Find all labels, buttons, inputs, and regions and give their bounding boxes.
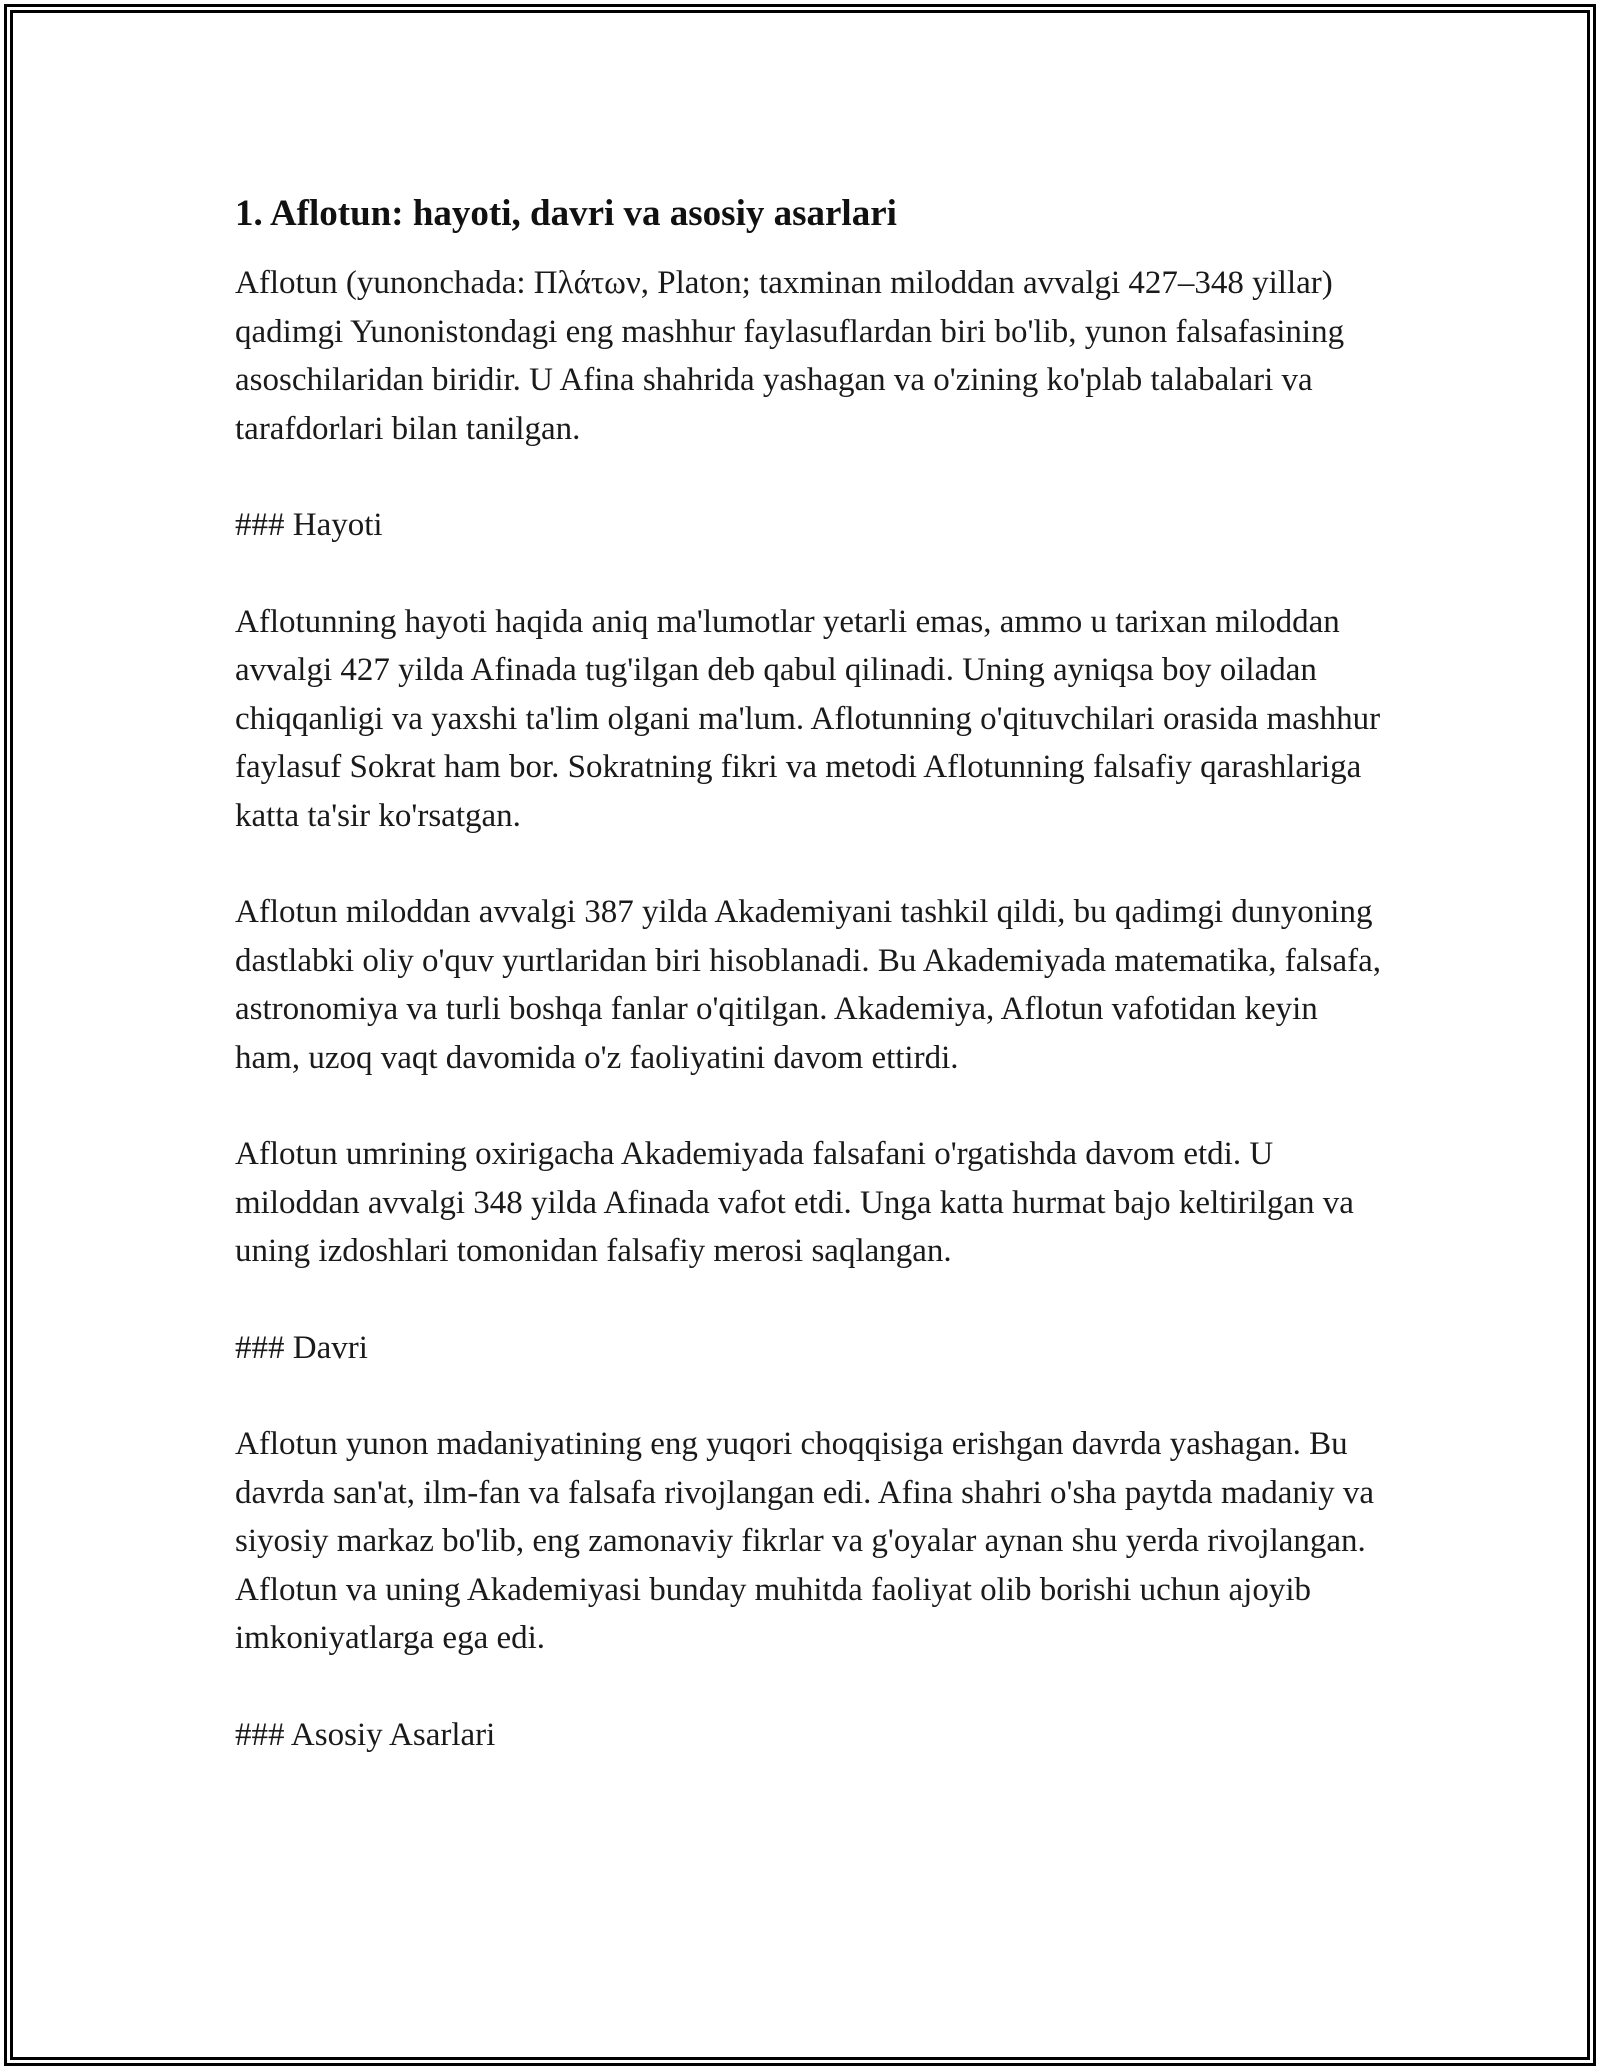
davri-paragraph: Aflotun yunon madaniyatining eng yuqori choqqisiga erishgan davrda yashagan. Bu davrda san'at, ilm-fan va falsafa rivojlangan edi. Afina shahri o'sha paytda madaniy va siyosiy markaz bo'lib, eng zamonaviy fikrlar va g'oyalar aynan shu yerda rivojlangan. Aflotun va uning Akademiyasi bunday muhitda faoliyat olib borishi uchun ajoyib imkoniyatlarga ega edi. (235, 1426, 1374, 1656)
hayoti-paragraph-1: Aflotunning hayoti haqida aniq ma'lumotlar yetarli emas, ammo u tarixan miloddan avvalgi 427 yilda Afinada tug'ilgan deb qabul qilinadi. Uning ayniqsa boy oiladan chiqqanligi va yaxshi ta'lim olgani ma'lum. Aflotunning o'qituvchilari orasida mashhur faylasuf Sokrat ham bor. Sokratning fikri va metodi Aflotunning falsafiy qarashlariga katta ta'sir ko'rsatgan. (235, 603, 1381, 834)
document-body (235, 185, 1385, 1807)
hayoti-paragraph-2: Aflotun miloddan avvalgi 387 yilda Akademiyani tashkil qildi, bu qadimgi dunyoning dastlabki oliy o'quv yurtlaridan biri hisoblanadi. Bu Akademiyada matematika, falsafa, astronomiya va turli boshqa fanlar o'qitilgan. Akademiya, Aflotun vafotidan keyin ham, uzoq vaqt davomida o'z faoliyatini davom ettirdi. (235, 894, 1381, 1076)
section-heading-davri: ### Davri (235, 1329, 368, 1366)
hayoti-paragraph-3: Aflotun umrining oxirigacha Akademiyada falsafani o'rgatishda davom etdi. U miloddan avvalgi 348 yilda Afinada vafot etdi. Unga katta hurmat bajo keltirilgan va uning izdoshlari tomonidan falsafiy merosi saqlangan. (235, 1136, 1354, 1269)
section-heading-hayoti: ### Hayoti (235, 507, 383, 543)
section-heading-asosiy-asarlari: ### Asosiy Asarlari (235, 1716, 496, 1753)
intro-paragraph: Aflotun (yunonchada: Πλάτων, Platon; taxminan miloddan avvalgi 427–348 yillar) qadimgi Yunonistondagi eng mashhur faylasuflardan biri bo'lib, yunon falsafasining asoschilaridan biridir. U Afina shahrida yashagan va o'zining ko'plab talabalari va tarafdorlari bilan tanilgan. (235, 265, 1345, 447)
page-title: 1. Aflotun: hayoti, davri va asosiy asarlari (235, 193, 897, 234)
